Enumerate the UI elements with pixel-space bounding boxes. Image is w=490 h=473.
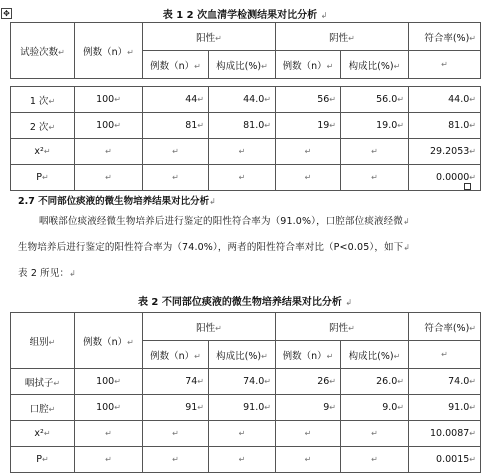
cell-end-mark: ↵: [469, 323, 476, 333]
table2-neg-count: 例数（n）↵: [276, 341, 341, 369]
table1-neg-count: 例数（n）↵: [276, 51, 341, 79]
table-row: 2 次↵ 100↵ 81↵ 81.0↵ 19↵ 19.0↵ 81.0↵: [11, 113, 481, 139]
cell-end-mark: ↵: [326, 61, 334, 71]
cell-end-mark: ↵: [261, 61, 268, 71]
cell-end-mark: ↵: [105, 455, 112, 464]
cell-end-mark: ↵: [197, 95, 204, 104]
table2-col-negative: 阴性↵: [276, 313, 409, 341]
section-heading: 2.7 不同部位痰液的微生物培养结果对比分析↲: [18, 196, 216, 207]
table2-col-rate: 符合率(%)↵: [409, 313, 481, 341]
cell-end-mark: ↵: [348, 33, 355, 43]
table-move-handle[interactable]: ✥: [1, 8, 12, 19]
paragraph-line: 表 2 所见：↲: [18, 268, 76, 279]
table-row-p-value: P↵ ↵ ↵ ↵ ↵ ↵ 0.0015↵: [11, 447, 481, 473]
cell-end-mark: ↵: [127, 47, 134, 57]
table-row: 1 次↵ 100↵ 44↵ 44.0↵ 56↵ 56.0↵ 44.0↵: [11, 87, 481, 113]
table1-pos-ratio: 构成比(%)↵: [209, 51, 276, 79]
table1-header: [10, 22, 481, 79]
cell-end-mark: ↵: [304, 429, 312, 438]
cell-end-mark: ↵: [469, 121, 476, 130]
cell-end-mark: ↵: [261, 351, 268, 361]
table1-col-count: 例数（n）↵: [75, 23, 143, 79]
cell-end-mark: ↵: [114, 403, 121, 412]
cell-end-mark: ↵: [329, 121, 336, 130]
cell-end-mark: ↵: [371, 147, 378, 156]
table2-neg-ratio: 构成比(%)↵: [341, 341, 409, 369]
cell-end-mark: ↵: [397, 403, 404, 412]
table2-pos-count: 例数（n）↵: [143, 341, 209, 369]
cell-end-mark: ↵: [238, 147, 246, 156]
cell-end-mark: ↵: [127, 337, 134, 347]
cell-end-mark: ↵: [304, 173, 312, 182]
cell-end-mark: ↵: [105, 429, 112, 438]
table1-neg-ratio: 构成比(%)↵: [341, 51, 409, 79]
cell-end-mark: ↵: [172, 147, 179, 156]
table-resize-handle[interactable]: [464, 183, 471, 190]
cell-end-mark: ↵: [114, 95, 121, 104]
cell-end-mark: ↵: [393, 351, 401, 361]
cell-end-mark: ↵: [469, 147, 476, 156]
cell-end-mark: ↵: [304, 455, 312, 464]
cell-end-mark: ↵: [469, 173, 476, 182]
cell-end-mark: ↵: [329, 377, 336, 386]
paragraph-line: 生物培养后进行鉴定的阳性符合率为（74.0%），两者的阳性符合率对比（P<0.05），如下↲: [18, 242, 411, 253]
cell-end-mark: ↵: [238, 455, 246, 464]
paragraph-mark: ↲: [69, 269, 76, 278]
table1-col-trials: 试验次数↵: [11, 23, 75, 79]
table2-col-group: 组别↵: [11, 313, 75, 369]
cell-end-mark: ↵: [393, 61, 401, 71]
cell-end-mark: ↵: [304, 147, 312, 156]
paragraph-mark: ↲: [403, 243, 411, 252]
cell-end-mark: ↵: [48, 96, 56, 106]
cell-end-mark: ↵: [114, 121, 121, 130]
cell-end-mark: ↵: [58, 47, 65, 57]
cell-end-mark: ↵: [397, 377, 404, 386]
cell-end-mark: ↵: [197, 403, 204, 412]
cell-end-mark: ↵: [105, 173, 112, 182]
cell-end-mark: ↵: [105, 147, 112, 156]
cell-end-mark: ↵: [371, 173, 378, 182]
cell-end-mark: ↵: [172, 173, 179, 182]
table2-caption: 表 2 不同部位痰液的微生物培养结果对比分析 ↲: [137, 297, 353, 308]
cell-end-mark: ↵: [172, 429, 179, 438]
table1-pos-count: 例数（n）↵: [143, 51, 209, 79]
table1-caption: 表 1 2 次血清学检测结果对比分析 ↲: [162, 10, 328, 21]
paragraph-mark: ↲: [320, 11, 328, 20]
cell-end-mark: ↵: [397, 121, 404, 130]
paragraph-line: 咽喉部位痰液经微生物培养后进行鉴定的阳性符合率为（91.0%），口腔部位痰液经微↲: [39, 216, 410, 227]
cell-end-mark: ↵: [264, 377, 271, 386]
cell-end-mark: ↵: [48, 404, 56, 414]
table2-col-positive: 阳性↵: [143, 313, 276, 341]
cell-end-mark: ↵: [469, 455, 476, 464]
table-row-p-value: P↵ ↵ ↵ ↵ ↵ ↵ 0.0000↵: [11, 165, 481, 191]
cell-end-mark: ↵: [53, 378, 61, 388]
cell-end-mark: ↵: [397, 95, 404, 104]
cell-end-mark: ↵: [215, 33, 222, 43]
cell-end-mark: ↵: [348, 323, 355, 333]
cell-end-mark: ↵: [215, 323, 222, 333]
cell-end-mark: ↵: [329, 403, 336, 412]
cell-end-mark: ↵: [264, 95, 271, 104]
cell-end-mark: ↵: [469, 33, 476, 43]
table-row: 口腔↵ 100↵ 91↵ 91.0↵ 9↵ 9.0↵ 91.0↵: [11, 395, 481, 421]
table1-col-rate: 符合率(%)↵: [409, 23, 481, 51]
cell-end-mark: ↵: [48, 337, 56, 347]
cell-end-mark: ↵: [197, 121, 204, 130]
table1-col-positive: 阳性↵: [143, 23, 276, 51]
cell-end-mark: ↵: [371, 429, 378, 438]
cell-end-mark: ↵: [43, 429, 51, 438]
cell-end-mark: ↵: [197, 377, 204, 386]
cell-end-mark: ↵: [441, 350, 448, 359]
cell-end-mark: ↵: [469, 403, 476, 412]
table2-col-count: 例数（n）↵: [75, 313, 143, 369]
table-row-chi-square: x²↵ ↵ ↵ ↵ ↵ ↵ 10.0087↵: [11, 421, 481, 447]
paragraph-mark: ↲: [209, 197, 216, 206]
cell-end-mark: ↵: [326, 351, 334, 361]
table2-rate-empty: [409, 341, 481, 369]
paragraph-mark: ↲: [402, 217, 410, 226]
table-row-chi-square: x²↵ ↵ ↵ ↵ ↵ ↵ 29.2053↵: [11, 139, 481, 165]
cell-end-mark: ↵: [172, 455, 179, 464]
cell-end-mark: ↵: [238, 429, 246, 438]
paragraph-mark: ↲: [345, 298, 353, 307]
cell-end-mark: ↵: [114, 377, 121, 386]
cell-end-mark: ↵: [469, 429, 476, 438]
cell-end-mark: ↵: [42, 173, 49, 182]
table2: [10, 312, 481, 473]
cell-end-mark: ↵: [42, 455, 49, 464]
cell-end-mark: ↵: [194, 61, 201, 71]
cell-end-mark: ↵: [329, 95, 336, 104]
cell-end-mark: ↵: [48, 122, 56, 132]
cell-end-mark: ↵: [194, 351, 201, 361]
table1-body: [10, 86, 481, 191]
cell-end-mark: ↵: [264, 121, 271, 130]
table2-pos-ratio: 构成比(%)↵: [209, 341, 276, 369]
cell-end-mark: ↵: [441, 60, 448, 69]
cell-end-mark: ↵: [264, 403, 271, 412]
table-row: 咽拭子↵ 100↵ 74↵ 74.0↵ 26↵ 26.0↵ 74.0↵: [11, 369, 481, 395]
cell-end-mark: ↵: [371, 455, 378, 464]
cell-end-mark: ↵: [469, 377, 476, 386]
table1-col-negative: 阴性↵: [276, 23, 409, 51]
table1-rate-empty: [409, 51, 481, 79]
cell-end-mark: ↵: [238, 173, 246, 182]
cell-end-mark: ↵: [469, 95, 476, 104]
cell-end-mark: ↵: [43, 147, 51, 156]
